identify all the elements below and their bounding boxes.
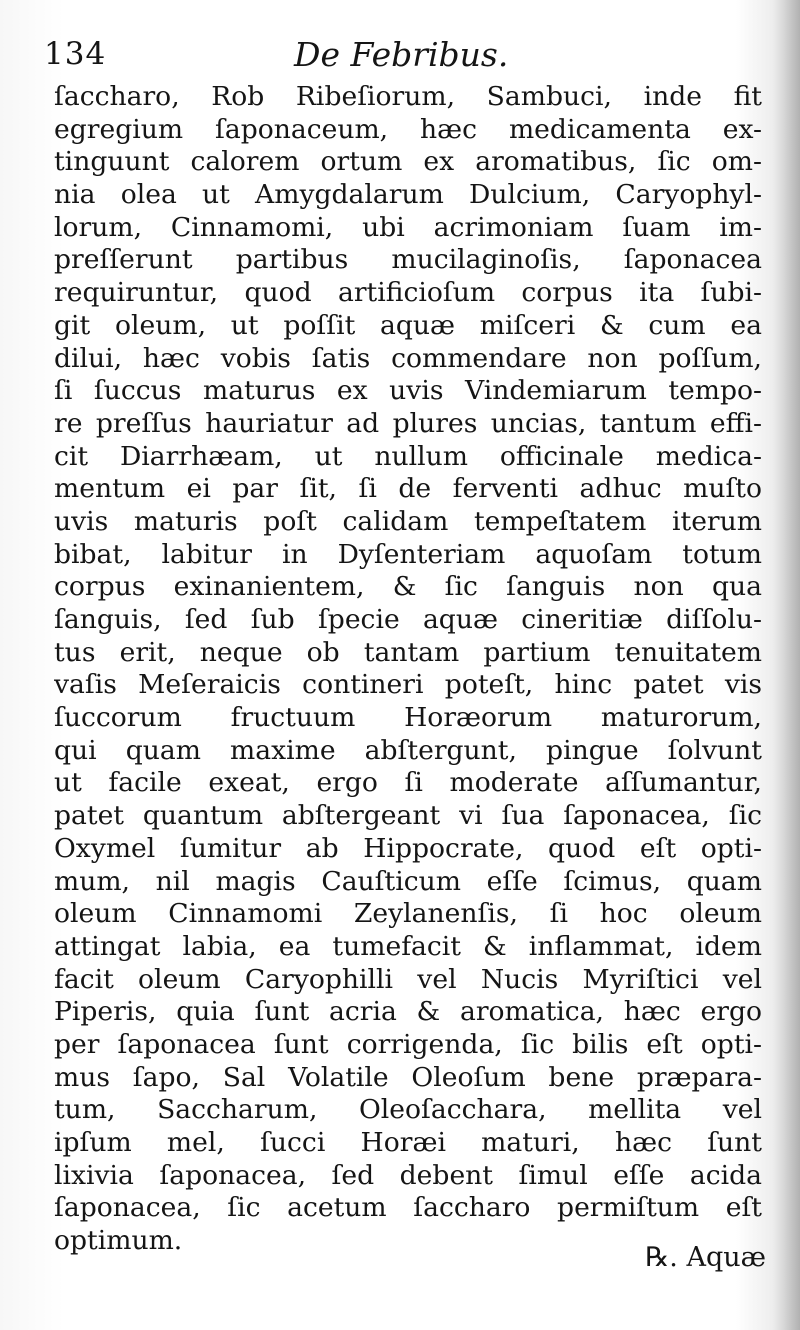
page-header [44, 32, 744, 80]
page-number: 134 [44, 36, 107, 72]
text-line: optimum. [54, 1225, 183, 1257]
text-line: ſanguis, ſed ſub ſpecie aquæ cineritiæ diſſolu- [54, 604, 762, 635]
text-line: facit oleum Caryophilli vel Nucis Myriſtici vel [54, 963, 762, 995]
text-line: tum, Saccharum, Oleoſacchara, mellita vel [54, 1094, 762, 1126]
running-title: De Febribus. [294, 35, 509, 74]
text-line: qui quam maxime abſtergunt, pingue ſolvunt [54, 734, 762, 766]
text-line: mentum ei par ſit, ſi de ferventi adhuc muſto [54, 473, 762, 505]
text-line: dilui, hæc vobis ſatis commendare non poſſum, [54, 342, 762, 374]
text-line: per ſaponacea ſunt corrigenda, ſic bilis eſt opti- [54, 1028, 762, 1060]
text-line: nia olea ut Amygdalarum Dulcium, Caryophyl- [54, 179, 762, 211]
text-line: Oxymel ſumitur ab Hippocrate, quod eſt opti- [54, 832, 762, 864]
text-line: ipſum mel, ſucci Horæi maturi, hæc ſunt [54, 1127, 762, 1158]
text-line: ſuccorum fructuum Horæorum maturorum, [54, 702, 762, 734]
text-line: egregium ſaponaceum, hæc medicamenta ex- [54, 113, 762, 145]
text-line: bibat, labitur in Dyſenteriam aquoſam totum [54, 538, 762, 570]
text-line: Piperis, quia ſunt acria & aromatica, hæc ergo [54, 996, 762, 1028]
text-line: git oleum, ut poſſit aquæ miſceri & cum ea [54, 309, 762, 341]
text-line: preſſerunt partibus mucilaginoſis, ſaponacea [54, 244, 762, 276]
text-line: requiruntur, quod artificioſum corpus ita ſubi- [54, 277, 762, 309]
text-line: uvis maturis poſt calidam tempeſtatem iterum [54, 505, 762, 537]
text-line: mum, nil magis Cauſticum eſſe ſcimus, quam [54, 865, 762, 897]
text-line: attingat labia, ea tumefacit & inflammat, idem [54, 930, 762, 962]
catchword: ℞. Aquæ [645, 1242, 766, 1273]
text-line: ſi ſuccus maturus ex uvis Vindemiarum tempo- [54, 375, 762, 407]
text-line: ſaccharo, Rob Ribeſiorum, Sambuci, inde fit [54, 81, 762, 112]
page-edge-shadow [772, 0, 800, 1330]
text-line: ut facile exeat, ergo ſi moderate aſſumantur, [54, 767, 762, 799]
text-line: re preſſus hauriatur ad plures uncias, tantum effi- [54, 407, 762, 439]
text-line: lorum, Cinnamomi, ubi acrimoniam ſuam im- [54, 211, 762, 243]
body-text [54, 81, 762, 1258]
text-line: mus ſapo, Sal Volatile Oleoſum bene præpara- [54, 1061, 762, 1093]
text-line: ſaponacea, ſic acetum ſaccharo permiſtum eſt [54, 1192, 762, 1224]
text-line: oleum Cinnamomi Zeylanenſis, ſi hoc oleum [54, 898, 762, 930]
text-line: vaſis Meſeraicis contineri poteſt, hinc patet vis [54, 669, 762, 701]
text-line: cit Diarrhæam, ut nullum officinale medica- [54, 440, 762, 472]
text-line: patet quantum abſtergeant vi ſua ſaponacea, ſic [54, 800, 762, 832]
text-line: tus erit, neque ob tantam partium tenuitatem [54, 636, 762, 668]
text-line: lixivia ſaponacea, ſed debent ſimul eſſe acida [54, 1159, 762, 1191]
text-line: tinguunt calorem ortum ex aromatibus, ſic om- [54, 146, 762, 178]
text-line: corpus exinanientem, & ſic ſanguis non qua [54, 571, 762, 603]
